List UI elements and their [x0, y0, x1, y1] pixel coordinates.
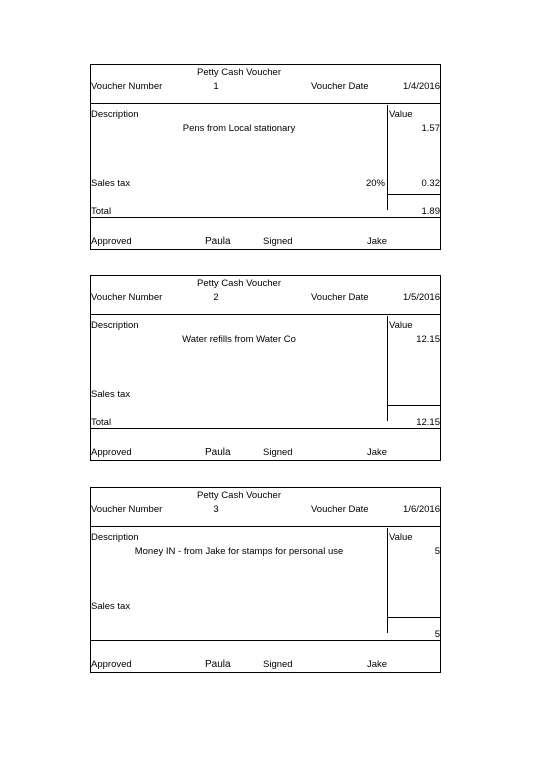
voucher-number-label: Voucher Number — [91, 81, 163, 92]
voucher-number: 2 — [213, 292, 219, 303]
voucher-date: 1/4/2016 — [403, 81, 440, 92]
total-divider — [91, 640, 440, 641]
description-label: Description — [91, 532, 139, 543]
signed-by: Jake — [367, 447, 388, 458]
item-value: 1.57 — [421, 123, 440, 134]
approved-by: Paula — [205, 236, 231, 247]
item-value: 5 — [434, 546, 440, 557]
total-divider — [91, 428, 440, 429]
total-label: Total — [91, 417, 112, 428]
petty-cash-voucher-1 — [90, 64, 441, 250]
subtotal-line — [387, 617, 440, 618]
signed-label: Signed — [263, 447, 293, 458]
sales-tax-label: Sales tax — [91, 389, 131, 400]
voucher-date: 1/6/2016 — [403, 504, 440, 515]
approved-label: Approved — [91, 447, 132, 458]
voucher-number-label: Voucher Number — [91, 504, 163, 515]
petty-cash-voucher-3 — [90, 487, 441, 673]
voucher-title: Petty Cash Voucher — [197, 278, 281, 289]
voucher-number-label: Voucher Number — [91, 292, 163, 303]
header-divider — [91, 526, 440, 527]
signed-by: Jake — [367, 659, 388, 670]
voucher-title: Petty Cash Voucher — [197, 490, 281, 501]
description-label: Description — [91, 320, 139, 331]
value-label: Value — [389, 320, 413, 331]
sales-tax-value: 0.32 — [421, 178, 440, 189]
voucher-date: 1/5/2016 — [403, 292, 440, 303]
signed-by: Jake — [367, 236, 388, 247]
description-label: Description — [91, 109, 139, 120]
voucher-number: 1 — [213, 81, 219, 92]
total-value: 12.15 — [416, 417, 440, 428]
total-label: Total — [91, 206, 112, 217]
voucher-number: 3 — [213, 504, 219, 515]
signed-label: Signed — [263, 659, 293, 670]
header-divider — [91, 314, 440, 315]
approved-by: Paula — [205, 447, 231, 458]
voucher-date-label: Voucher Date — [311, 292, 369, 303]
subtotal-line — [387, 405, 440, 406]
total-divider — [91, 217, 440, 218]
value-label: Value — [389, 109, 413, 120]
item-description: Pens from Local stationary — [182, 123, 296, 134]
item-description: Water refills from Water Co — [182, 334, 296, 345]
signed-label: Signed — [263, 236, 293, 247]
item-description: Money IN - from Jake for stamps for personal use — [134, 546, 344, 557]
voucher-title: Petty Cash Voucher — [197, 67, 281, 78]
voucher-date-label: Voucher Date — [311, 81, 369, 92]
total-value: 5 — [434, 629, 440, 640]
petty-cash-voucher-2 — [90, 275, 441, 461]
voucher-date-label: Voucher Date — [311, 504, 369, 515]
sales-tax-rate: 20% — [365, 178, 385, 189]
value-label: Value — [389, 532, 413, 543]
approved-by: Paula — [205, 659, 231, 670]
subtotal-line — [387, 194, 440, 195]
approved-label: Approved — [91, 236, 132, 247]
header-divider — [91, 103, 440, 104]
total-value: 1.89 — [421, 206, 440, 217]
sales-tax-label: Sales tax — [91, 601, 131, 612]
approved-label: Approved — [91, 659, 132, 670]
item-value: 12.15 — [416, 334, 440, 345]
sales-tax-label: Sales tax — [91, 178, 131, 189]
